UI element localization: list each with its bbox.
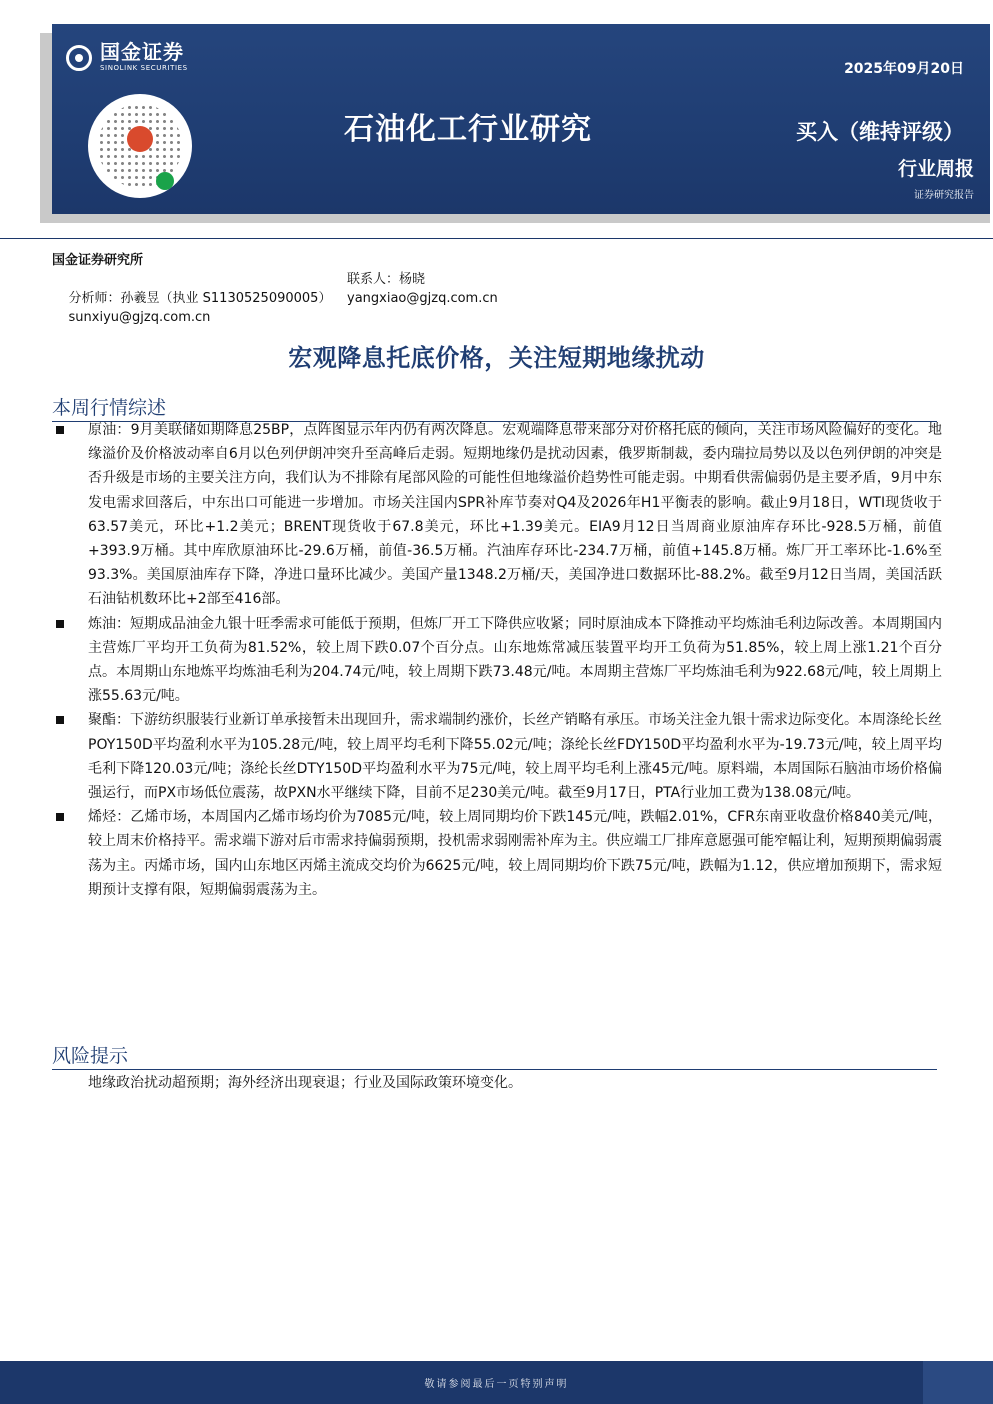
bullet-square-icon (56, 620, 64, 628)
contact-email[interactable]: yangxiao@gjzq.com.cn (347, 291, 498, 306)
section-heading-weekly: 本周行情综述 (52, 395, 937, 422)
bullet-crude-oil (52, 418, 942, 612)
report-subtype: 证券研究报告 (914, 190, 974, 201)
analyst-email[interactable]: sunxiyu@gjzq.com.cn (68, 310, 211, 325)
bullet-square-icon (56, 813, 64, 821)
qr-code-icon (88, 94, 192, 198)
bullet-square-icon (56, 426, 64, 434)
analyst-name: 分析师：孙羲昱（执业 S1130525090005） (68, 291, 332, 306)
header-banner (52, 24, 990, 214)
bullet-refining (52, 612, 942, 709)
institute: 国金证券研究所 (52, 253, 144, 268)
bullet-polyester (52, 708, 942, 805)
email-row (52, 289, 752, 325)
brand-name-cn: 国金证券 (100, 40, 184, 64)
contact-name: 联系人：杨晓 (347, 272, 426, 287)
footer-disclaimer: 敬请参阅最后一页特别声明 (424, 1379, 569, 1390)
bullet-square-icon (56, 716, 64, 724)
risk-text: 地缘政治扰动超预期；海外经济出现衰退；行业及国际政策环境变化。 (88, 1075, 522, 1091)
bullet-text: 炼油：短期成品油金九银十旺季需求可能低于预期，但炼厂开工下降供应收紧；同时原油成本下降推动平均炼油毛利边际改善。本周期国内主营炼厂平均开工负荷为81.52%，较上周下跌0.07个百分点。山东地炼常减压装置平均开工负荷为51.85%，较上周上涨1.21个百分点。本周期山东地炼平均炼油毛利为204.74元/吨，较上周期下跌73.48元/吨。本周期主营炼厂平均炼油毛利为922.68元/吨，较上周期上涨55.63元/吨。 (88, 615, 942, 705)
analyst-block (52, 251, 752, 325)
bullet-text: 原油：9月美联储如期降息25BP，点阵图显示年内仍有两次降息。宏观端降息带来部分对价格托底的倾向，关注市场风险偏好的变化。地缘溢价及价格波动率自6月以色列伊朗冲突升至高峰后走弱。短期地缘仍是扰动因素，俄罗斯制裁，委内瑞拉局势以及以色列伊朗的冲突是否升级是市场的主要关注方向，我们认为不排除有尾部风险的可能性但地缘溢价趋势性可能走弱。中期看供需偏弱仍是主要矛盾，9月中东发电需求回落后，中东出口可能进一步增加。市场关注国内SPR补库节奏对Q4及2026年H1平衡表的影响。截止9月18日，WTI现货收于63.57美元，环比+1.2美元；BRENT现货收于67.8美元，环比+1.39美元。EIA9月12日当周商业原油库存环比-928.5万桶，前值+393.9万桶。其中库欣原油环比-29.6万桶，前值-36.5万桶。汽油库存环比-234.7万桶，前值+145.8万桶。炼厂开工率环比-1.6%至93.3%。美国原油库存下降，净进口量环比减少。美国产量1348.2万桶/天，美国净进口数据环比-88.2%。截至9月12日当周，美国活跃石油钻机数环比+2部至416部。 (88, 422, 942, 608)
rating: 买入（维持评级） (796, 120, 964, 144)
headline: 宏观降息托底价格，关注短期地缘扰动 (288, 344, 705, 372)
section-heading-risk: 风险提示 (52, 1043, 937, 1070)
bullet-olefins (52, 805, 942, 902)
report-date: 2025年09月20日 (844, 61, 964, 77)
brand-logo (66, 42, 188, 73)
report-type: 行业周报 (897, 158, 974, 180)
brand-name-en: SINOLINK SECURITIES (100, 64, 188, 72)
bullet-text: 烯烃：乙烯市场，本周国内乙烯市场均价为7085元/吨，较上周同期均价下跌145元/吨，跌幅2.01%，CFR东南亚收盘价格840美元/吨，较上周末价格持平。需求端下游对后市需求持偏弱预期，投机需求弱刚需补库为主。供应端工厂排库意愿强可能窄幅让利，短期预期偏弱震荡为主。丙烯市场，国内山东地区丙烯主流成交均价为6625元/吨，较上周同期均价下跌75元/吨，跌幅为1.12，供应增加预期下，需求短期预计支撑有限，短期偏弱震荡为主。 (88, 809, 942, 898)
footer-bar (0, 1361, 993, 1404)
header-divider (0, 238, 993, 239)
bullet-list (52, 418, 942, 902)
bullet-text: 聚酯：下游纺织服装行业新订单承接暂未出现回升，需求端制约涨价，长丝产销略有承压。市场关注金九银十需求边际变化。本周涤纶长丝POY150D平均盈利水平为105.28元/吨，较上周平均毛利下降55.02元/吨；涤纶长丝FDY150D平均盈利水平为-19.73元/吨，较上周平均毛利下降120.03元/吨；涤纶长丝DTY150D平均盈利水平为75元/吨，较上周平均毛利上涨45元/吨。原料端，本周国际石脑油市场价格偏强运行，而PX市场低位震荡，故PXN水平继续下降，目前不足230美元/吨。截至9月17日，PTA行业加工费为138.08元/吨。 (88, 712, 942, 802)
report-title: 石油化工行业研究 (344, 112, 592, 147)
logo-icon (66, 45, 92, 71)
